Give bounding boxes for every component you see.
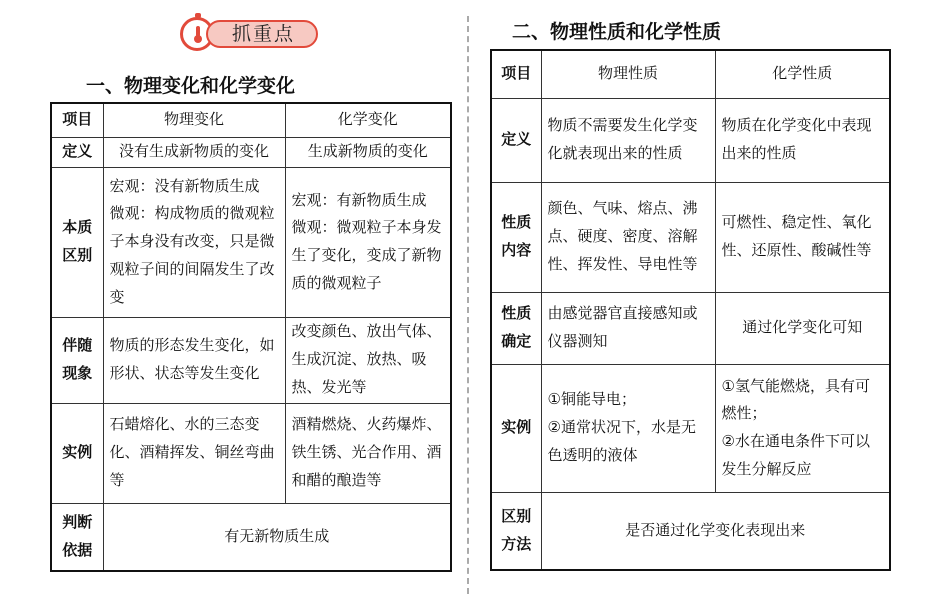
header-physical-change: 物理变化 [103,103,285,137]
row-label: 定义 [491,98,541,182]
column-divider [467,16,469,594]
table-row [51,403,451,503]
cell: 宏观：没有新物质生成 微观：构成物质的微观粒子本身没有改变，只是微观粒子间的间隔发生了改变 [103,167,285,317]
header-chemical-change: 化学变化 [285,103,451,137]
cell: 生成新物质的变化 [285,137,451,167]
row-label: 性质 确定 [491,292,541,364]
row-label: 区别 方法 [491,492,541,570]
cell: 通过化学变化可知 [715,292,890,364]
table-row [491,98,890,182]
property-comparison-table [490,49,891,571]
header-item: 项目 [491,50,541,98]
cell: 由感觉器官直接感知或仪器测知 [541,292,715,364]
distinction-method-cell: 是否通过化学变化表现出来 [541,492,890,570]
section-heading-physical-chemical-change: 一、物理变化和化学变化 [86,75,296,97]
cell: 改变颜色、放出气体、生成沉淀、放热、吸热、发光等 [285,317,451,403]
row-label: 本质 区别 [51,167,103,317]
header-chemical-property: 化学性质 [715,50,890,98]
badge-label: 抓重点 [206,20,318,48]
row-label: 性质 内容 [491,182,541,292]
key-points-badge [180,17,320,51]
table-row [51,137,451,167]
cell: 石蜡熔化、水的三态变化、酒精挥发、铜丝弯曲等 [103,403,285,503]
cell: ①铜能导电； ②通常状况下，水是无色透明的液体 [541,364,715,492]
table-row [491,492,890,570]
table-row [51,317,451,403]
header-physical-property: 物理性质 [541,50,715,98]
cell: ①氢气能燃烧，具有可燃性； ②水在通电条件下可以发生分解反应 [715,364,890,492]
judgment-basis-cell: 有无新物质生成 [103,503,451,571]
table-header-row [51,103,451,137]
row-label: 实例 [51,403,103,503]
header-item: 项目 [51,103,103,137]
cell: 没有生成新物质的变化 [103,137,285,167]
cell: 酒精燃烧、火药爆炸、铁生锈、光合作用、酒和醋的酿造等 [285,403,451,503]
row-label: 伴随 现象 [51,317,103,403]
table-row [491,364,890,492]
cell: 物质在化学变化中表现出来的性质 [715,98,890,182]
table-header-row [491,50,890,98]
table-row [491,292,890,364]
cell: 可燃性、稳定性、氧化性、还原性、酸碱性等 [715,182,890,292]
cell: 颜色、气味、熔点、沸点、硬度、密度、溶解性、挥发性、导电性等 [541,182,715,292]
cell: 物质的形态发生变化，如形状、状态等发生变化 [103,317,285,403]
section-heading-physical-chemical-properties: 二、物理性质和化学性质 [512,21,722,43]
row-label: 判断 依据 [51,503,103,571]
row-label: 实例 [491,364,541,492]
table-row [491,182,890,292]
cell: 宏观：有新物质生成 微观：微观粒子本身发生了变化，变成了新物质的微观粒子 [285,167,451,317]
row-label: 定义 [51,137,103,167]
cell: 物质不需要发生化学变化就表现出来的性质 [541,98,715,182]
table-row [51,167,451,317]
change-comparison-table [50,102,452,572]
table-row [51,503,451,571]
